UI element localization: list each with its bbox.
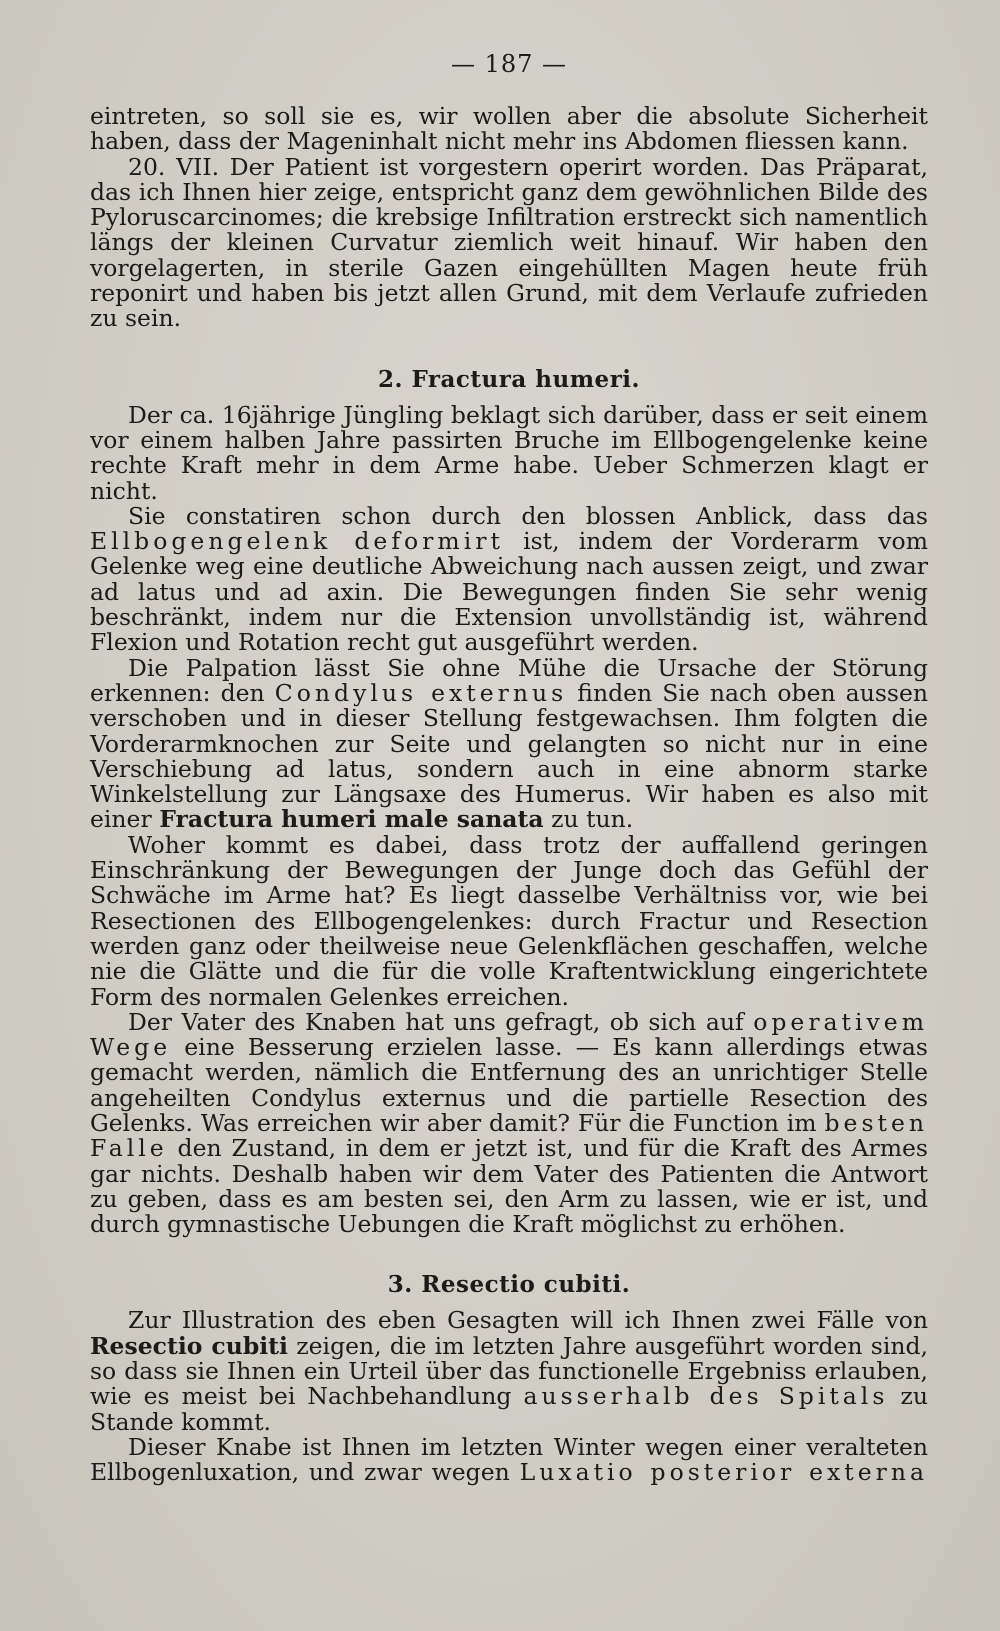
bold-term: Resectio cubiti — [90, 1331, 288, 1360]
paragraph: eintreten, so soll sie es, wir wollen aber die absolute Sicherheit haben, dass der Mageninhalt nicht mehr ins Abdomen fliessen kann. — [90, 102, 928, 156]
section-heading: 2. Fractura humeri. — [377, 365, 641, 393]
paragraph: Der ca. 16jährige Jüngling beklagt sich darüber, dass er seit einem vor einem halben Jahre passirten Bruche im Ellbogengelenke keine rechte Kraft mehr in dem Arme habe. Ueber Schmerzen klagt er nicht. — [90, 400, 928, 505]
text-run: zu tun. — [551, 805, 634, 834]
spaced-text: ausserhalb des Spitals — [523, 1382, 889, 1411]
text-run: den Zustand, in dem er jetzt ist, und für die Kraft des Armes gar nichts. Deshalb haben wir dem Vater des Patienten die Antwort zu geben, dass es am besten sei, den Arm zu lassen, wie er ist, und durch gymnastische Uebungen die Kraft möglichst zu erhöhen. — [90, 1134, 928, 1239]
text-run: zeigen, die im letzten Jahre ausgeführt worden sind, so dass sie Ihnen ein Urteil über das functionelle Ergebniss erlauben, wie es meist bei Nachbehandlung — [90, 1331, 928, 1411]
spaced-text: Luxatio posterior externa — [519, 1458, 928, 1487]
text-run: Die Palpation lässt Sie ohne Mühe die Ursache der Störung erkennen: den — [90, 653, 928, 707]
page-number: — 187 — — [450, 50, 568, 78]
spaced-text: Ellbogengelenk deformirt — [90, 527, 504, 556]
spaced-text: Condylus externus — [274, 678, 568, 707]
text-run: finden Sie nach oben aussen verschoben und in dieser Stellung festgewachsen. Ihm folgten die Vorderarmknochen zur Seite und gelangten so nicht nur in eine Verschiebung ad latus, sondern auch in eine abnorm starke Winkelstellung zur Längsaxe des Humerus. Wir haben es also mit einer — [90, 678, 928, 834]
text-run: Dieser Knabe ist Ihnen im letzten Winter wegen einer veralteten Ellbogenluxation, und zwar wegen — [90, 1432, 928, 1487]
text-run: Sie constatiren schon durch den blossen Anblick, dass das — [128, 501, 928, 530]
paragraph: Woher kommt es dabei, dass trotz der auffallend geringen Einschränkung der Bewegungen der Junge doch das Gefühl der Schwäche im Arme hat? Es liegt dasselbe Verhältniss vor, wie bei Resectionen des Ellbogengelenkes: durch Fractur und Resection werden ganz oder theilweise neue Gelenkflächen geschaffen, welche nie die Glätte und die für die volle Kraftentwicklung eingerichtete Form des normalen Gelenkes erreichen. — [90, 830, 928, 1011]
paragraph: 20. VII. Der Patient ist vorgestern operirt worden. Das Präparat, das ich Ihnen hier zeige, entspricht ganz dem gewöhnlichen Bilde des Pyloruscarcinomes; die krebsige Infiltration erstreckt sich namentlich längs der kleinen Curvatur ziemlich weit hinauf. Wir haben den vorgelagerten, in sterile Gazen eingehüllten Magen heute früh reponirt und haben bis jetzt allen Grund, mit dem Verlaufe zufrieden zu sein. — [90, 152, 928, 333]
paragraph — [90, 1308, 928, 1434]
text-run: eine Besserung erzielen lasse. — Es kann allerdings etwas gemacht werden, nämlich die Entfernung des an unrichtiger Stelle angeheilten Condylus externus und die partielle Resection des Gelenks. Was erreichen wir aber damit? Für die Function im — [90, 1033, 928, 1137]
section-heading: 3. Resectio cubiti. — [387, 1271, 631, 1299]
text-run: Zur Illustration des eben Gesagten will ich Ihnen zwei Fälle von — [128, 1306, 928, 1335]
bold-term: Fractura humeri male sanata — [159, 805, 544, 834]
paragraph — [90, 501, 928, 657]
spaced-text: besten Falle — [90, 1108, 928, 1163]
paragraph — [90, 1007, 928, 1239]
text-run: ist, indem der Vorderarm vom Gelenke weg eine deutliche Abweichung nach aussen zeigt, und zwar ad latus und ad axin. Die Bewegungen finden Sie sehr wenig beschränkt, indem nur die Extension unvollständig ist, während Flexion und Rotation recht gut ausgeführt werden. — [90, 527, 928, 657]
paragraph — [90, 1432, 928, 1487]
text-run: Der Vater des Knaben hat uns gefragt, ob sich auf — [128, 1007, 744, 1036]
paragraph — [90, 653, 928, 834]
spaced-text: operativem Wege — [90, 1007, 928, 1062]
text-run: zu Stande kommt. — [90, 1382, 928, 1436]
